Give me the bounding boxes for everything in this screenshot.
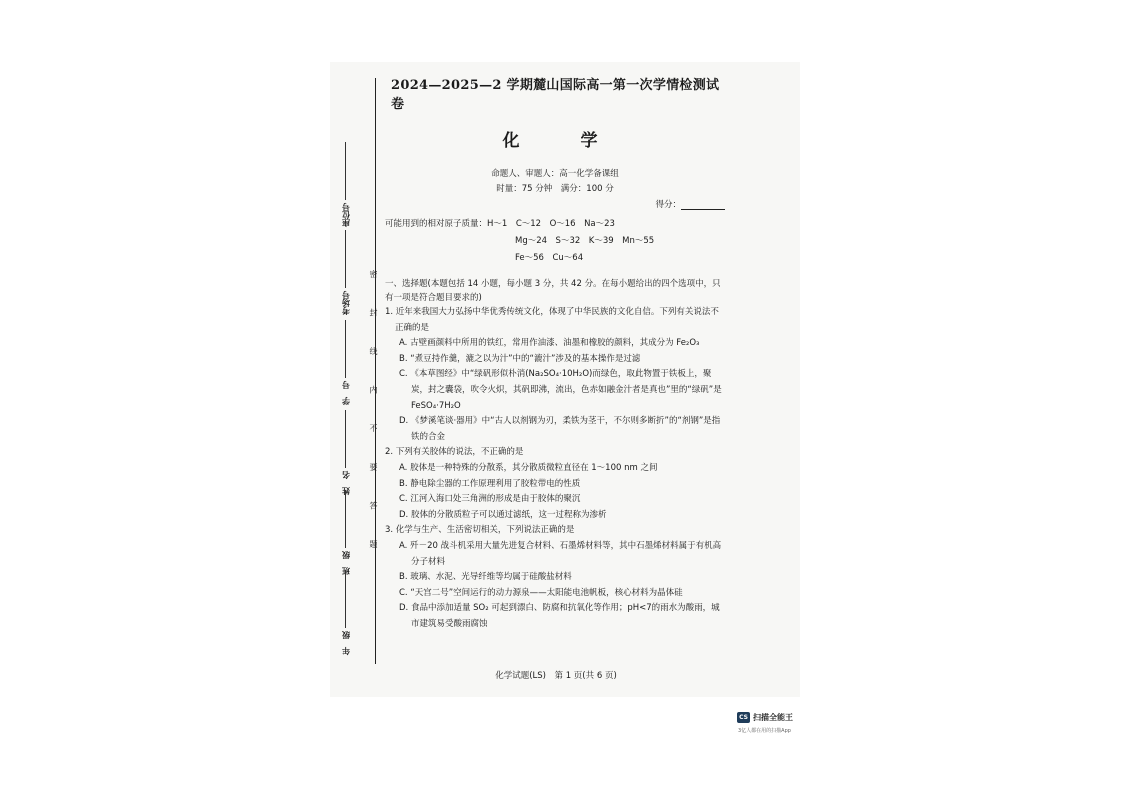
option-c: C. 江河入海口处三角洲的形成是由于胶体的聚沉	[399, 494, 581, 505]
section-heading: 一、选择题(本题包括 14 小题，每小题 3 分，共 42 分。在每小题给出的四个选项中，只有一项是符合题目要求的)	[385, 279, 721, 303]
option-c: C. “天宫二号”空间运行的动力源泉——太阳能电池帆板，核心材料为晶体硅	[399, 587, 683, 598]
score-box: 得分：	[385, 198, 725, 210]
option-a: A. 胶体是一种特殊的分散系，其分散质微粒直径在 1～100 nm 之间	[399, 462, 658, 473]
option-b: B. 静电除尘器的工作原理利用了胶粒带电的性质	[399, 478, 581, 489]
option-d: D. 胶体的分散质粒子可以通过滤纸，这一过程称为渗析	[399, 509, 607, 520]
student-number-field: 学 号	[326, 320, 366, 405]
seal-line-notice: 密 封 线 内 不 要 答 题	[369, 270, 378, 562]
name-field: 姓 名	[326, 410, 366, 495]
option-b: B. “煮豆持作羹，漉之以为汁”中的“漉汁”涉及的基本操作是过滤	[399, 353, 641, 364]
seat-number-field: 座位号	[326, 142, 366, 227]
brand-name: 扫描全能王	[753, 713, 793, 722]
option-d: D. 食品中添加适量 SO₂ 可起到漂白、防腐和抗氧化等作用；pH<7的雨水为酸雨，城市建筑易受酸雨腐蚀	[399, 603, 720, 629]
score-blank	[681, 200, 725, 210]
class-field: 班 级	[326, 490, 366, 575]
option-b: B. 玻璃、水泥、光导纤维等均属于硅酸盐材料	[399, 572, 572, 583]
question-1: 1. 近年来我国大力弘扬中华优秀传统文化，体现了中华民族的文化自信。下列有关说法不正确的是 A. 古壁画颜料中所用的铁红，常用作油漆、油墨和橡胶的颜料，其成分为 Fe₂O₃ B. “煮豆持作羹，漉之以为汁”中的“漉汁”涉及的基本操作是过滤 C. 《本草图经》中“绿矾形似朴消(Na₂SO₄·10H₂O)而绿色，取此物置于铁板上，聚炭，封之囊袋，吹令火炽，其矾即沸，流出，色赤如融金汁者是真也”里的“绿矾”是 FeSO₄·7H₂O D. 《梦溪笔谈·器用》中“古人以剂钢为刃，柔铁为茎干，不尔则多断折”的“剂钢”是指铁的合金	[385, 305, 725, 445]
atomic-masses: 可能用到的相对原子质量：H～1 C～12 O～16 Na～23 Mg～24 S～32 K～39 Mn～55 Fe～56 Cu～64	[385, 219, 655, 263]
exam-content	[385, 68, 725, 632]
scanner-watermark	[737, 712, 793, 723]
brand-tagline: 3亿人都在用的扫描App	[738, 728, 791, 734]
option-a: A. 歼－20 战斗机采用大量先进复合材料、石墨烯材料等，其中石墨烯材料属于有机高分子材料	[399, 540, 722, 567]
binding-margin	[326, 80, 376, 660]
option-d: D. 《梦溪笔谈·器用》中“古人以剂钢为刃，柔铁为茎干，不尔则多断折”的“剂钢”是指铁的合金	[399, 416, 721, 442]
camscanner-logo-icon: CS	[737, 712, 750, 723]
author-line: 命题人、审题人：高一化学备课组	[491, 169, 619, 179]
grade-field: 年 级	[326, 570, 366, 655]
seal-divider	[375, 78, 376, 664]
question-2: 2. 下列有关胶体的说法，不正确的是 A. 胶体是一种特殊的分散系，其分散质微粒直径在 1～100 nm 之间 B. 静电除尘器的工作原理利用了胶粒带电的性质 C. 江河入海口处三角洲的形成是由于胶体的聚沉 D. 胶体的分散质粒子可以通过滤纸，这一过程称为渗析	[385, 445, 725, 523]
option-c: C. 《本草图经》中“绿矾形似朴消(Na₂SO₄·10H₂O)而绿色，取此物置于铁板上，聚炭，封之囊袋，吹令火炽，其矾即沸，流出，色赤如融金汁者是真也”里的“绿矾”是 FeSO₄·7H₂O	[399, 369, 722, 411]
exam-title: 2024—2025—2 学期麓山国际高一第一次学情检测试卷	[391, 78, 720, 112]
subject-title: 化 学	[502, 131, 620, 151]
page-footer: 化学试题(LS) 第 1 页(共 6 页)	[495, 671, 617, 681]
time-line: 时量：75 分钟 满分：100 分	[496, 184, 614, 194]
question-3: 3. 化学与生产、生活密切相关，下列说法正确的是 A. 歼－20 战斗机采用大量先进复合材料、石墨烯材料等，其中石墨烯材料属于有机高分子材料 B. 玻璃、水泥、光导纤维等均属于硅酸盐材料 C. “天宫二号”空间运行的动力源泉——太阳能电池帆板，核心材料为晶体硅 D. 食品中添加适量 SO₂ 可起到漂白、防腐和抗氧化等作用；pH<7的雨水为酸雨，城市建筑易受酸雨腐蚀	[385, 523, 725, 632]
exam-room-field: 考场号	[326, 230, 366, 315]
option-a: A. 古壁画颜料中所用的铁红，常用作油漆、油墨和橡胶的颜料，其成分为 Fe₂O₃	[399, 338, 700, 349]
